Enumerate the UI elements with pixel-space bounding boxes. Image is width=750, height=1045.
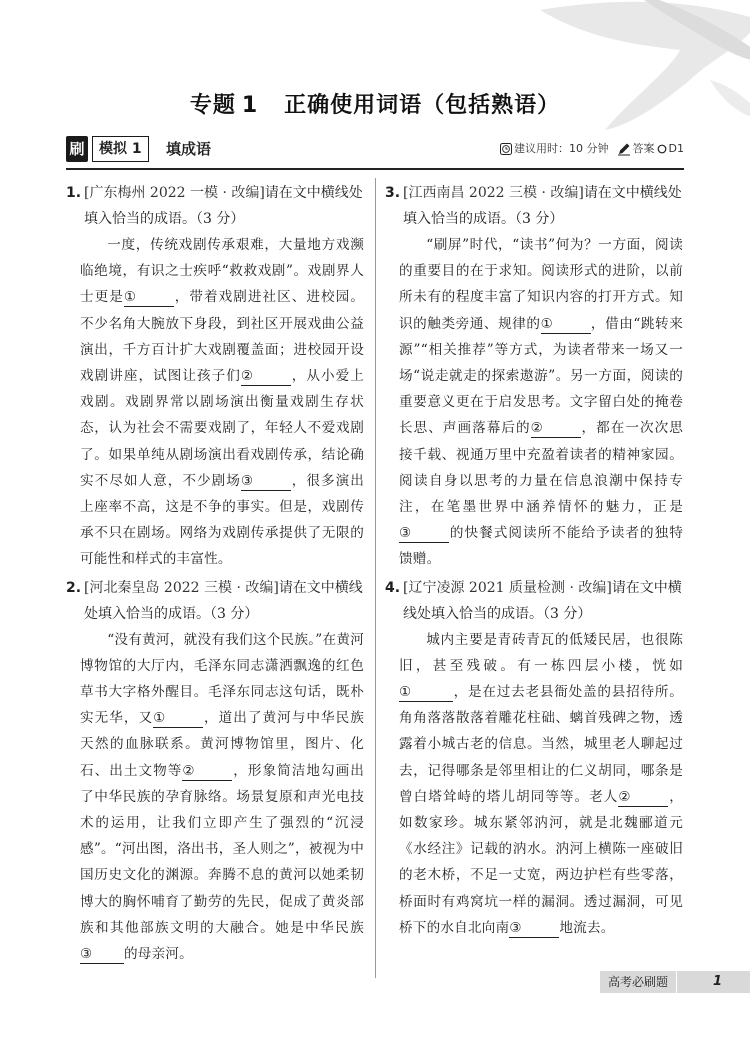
- section-header: [66, 136, 684, 164]
- question-header: [66, 575, 364, 627]
- answer-blank[interactable]: ②: [618, 788, 668, 807]
- circle-arrow-icon: [657, 144, 667, 154]
- answer-blank[interactable]: ①: [399, 683, 453, 702]
- shua-badge: 刷: [66, 136, 88, 162]
- answer-blank[interactable]: ①: [153, 709, 203, 728]
- answer-blank[interactable]: ③: [241, 472, 291, 491]
- question-passage: “没有黄河，就没有我们这个民族。”在黄河博物馆的大厅内，毛泽东同志潇洒飘逸的红色草书大字格外醒目。毛泽东同志这句话，既朴实无华，又① ，道出了黄河与中华民族天然的血脉联系。黄河博物馆里，图片、化石、出土文物等② ，形象简洁地勾画出了中华民族的孕育脉络。场景复原和声光电技术的运用，让我们立即产生了强烈的“沉浸感”。“河出图，洛出书，圣人则之”，被视为中国历史文化的渊源。奔腾不息的黄河以她柔韧博大的胸怀哺育了勤劳的先民，促成了黄炎部族和其他部族文明的大融合。她是中华民族③ 的母亲河。: [80, 631, 364, 963]
- question-instruction: 请在文中横线处填入恰当的成语。（3 分）: [84, 579, 363, 622]
- answer-ref: 答案: [632, 142, 655, 155]
- question-instruction: 请在文中横线处填入恰当的成语。（3 分）: [403, 185, 682, 227]
- question-passage: 城内主要是青砖青瓦的低矮民居，也很陈旧，甚至残破。有一栋四层小楼，恍如① ，是在过去老县衙处盖的县招待所。角角落落散落着雕花柱础、螭首残碑之物，透露着小城古老的信息。当然，城里老人聊起过去，记得哪条是邻里相让的仁义胡同，哪条是曾白塔耸峙的塔儿胡同等等。老人② ，如数家珍。城东紧邻汭河，就是北魏郦道元《水经注》记载的汭水。汭河上横陈一座破旧的老木桥，不足一丈宽，两边护栏有些零落，桥面时有鸡窝坑一样的漏洞。透过漏洞，可见桥下的水自北向南③ 地流去。: [399, 631, 683, 936]
- question-instruction: 请在文中横线处填入恰当的成语。（3 分）: [403, 579, 682, 622]
- question-source: [辽宁凌源 2021 质量检测 · 改编]: [403, 579, 612, 596]
- question-header: [66, 180, 364, 232]
- question-source: [江西南昌 2022 三模 · 改编]: [403, 185, 584, 201]
- question-2: [66, 575, 364, 968]
- book-title: 高考必刷题: [608, 975, 669, 989]
- question-3: [385, 180, 683, 573]
- title-text: 正确使用词语（包括熟语）: [284, 93, 561, 118]
- question-number: 3.: [385, 185, 401, 201]
- answer-page: D1: [668, 142, 684, 155]
- answer-blank[interactable]: ③: [399, 524, 449, 543]
- question-header: [385, 575, 683, 627]
- answer-blank[interactable]: ③: [509, 919, 559, 938]
- answer-blank[interactable]: ①: [541, 315, 591, 334]
- section-topic: 填成语: [166, 140, 212, 158]
- brush-stroke-decoration: [510, 0, 750, 140]
- clock-icon: [500, 143, 512, 155]
- answer-blank[interactable]: ②: [241, 367, 291, 386]
- answer-blank[interactable]: ②: [531, 419, 581, 438]
- page-footer: [0, 975, 750, 1045]
- left-column: [66, 180, 364, 969]
- question-number: 2.: [66, 579, 82, 596]
- title-prefix: 专题: [189, 93, 236, 118]
- pencil-icon: [617, 142, 631, 156]
- footer-band: [600, 971, 750, 993]
- header-rule: [66, 168, 684, 170]
- question-passage: “刷屏”时代，“读书”何为？一方面，阅读的重要目的在于求知。阅读形式的进阶，以前所未有的程度丰富了知识内容的打开方式。知识的触类旁通、规律的① ，借由“跳转来源”“相关推荐”等方式，为读者带来一场又一场“说走就走的探索遨游”。另一方面，阅读的重要意义更在于启发思考。文字留白处的掩卷长思、声画落幕后的② ，都在一次次思接千载、视通万里中充盈着读者的精神家园。阅读自身以思考的力量在信息浪潮中保持专注，在笔墨世界中涵养情怀的魅力，正是③ 的快餐式阅读所不能给予读者的独特馈赠。: [399, 237, 684, 568]
- answer-blank[interactable]: ①: [124, 288, 174, 307]
- page-number: 1: [712, 974, 722, 989]
- mock-label: 模拟 1: [92, 136, 149, 162]
- answer-blank[interactable]: ③: [80, 945, 124, 964]
- footer-separator: [676, 971, 677, 993]
- question-source: [河北秦皇岛 2022 三模 · 改编]: [84, 579, 279, 596]
- question-header: [385, 180, 683, 232]
- question-instruction: 请在文中横线处填入恰当的成语。（3 分）: [84, 185, 363, 227]
- title-number: 1: [241, 93, 259, 118]
- answer-blank[interactable]: ②: [182, 762, 232, 781]
- question-source: [广东梅州 2022 一模 · 改编]: [84, 185, 265, 201]
- question-number: 1.: [66, 185, 82, 201]
- section-meta: [500, 141, 684, 157]
- page-title: [0, 88, 750, 119]
- question-passage: 一度，传统戏剧传承艰难，大量地方戏濒临绝境，有识之士疾呼“救救戏剧”。戏剧界人士更是① ，带着戏剧进社区、进校园。不少名角大腕放下身段，到社区开展戏曲公益演出，千方百计扩大戏剧覆盖面；进校园开设戏剧讲座，试图让孩子们② ，从小爱上戏剧。戏剧界常以剧场演出衡量戏剧生存状态，认为社会不需要戏剧了，年轻人不爱戏剧了。如果单纯从剧场演出看戏剧传承，结论确实不尽如人意，不少剧场③ ，很多演出上座率不高，这是不争的事实。但是，戏剧传承不只在剧场。网络为戏剧传承提供了无限的可能性和样式的丰富性。: [80, 237, 364, 568]
- question-4: [385, 575, 683, 941]
- question-number: 4.: [385, 579, 401, 596]
- question-1: [66, 180, 364, 573]
- suggested-time: 建议用时：10 分钟: [514, 142, 609, 155]
- right-column: [385, 180, 683, 943]
- column-divider: [375, 178, 376, 978]
